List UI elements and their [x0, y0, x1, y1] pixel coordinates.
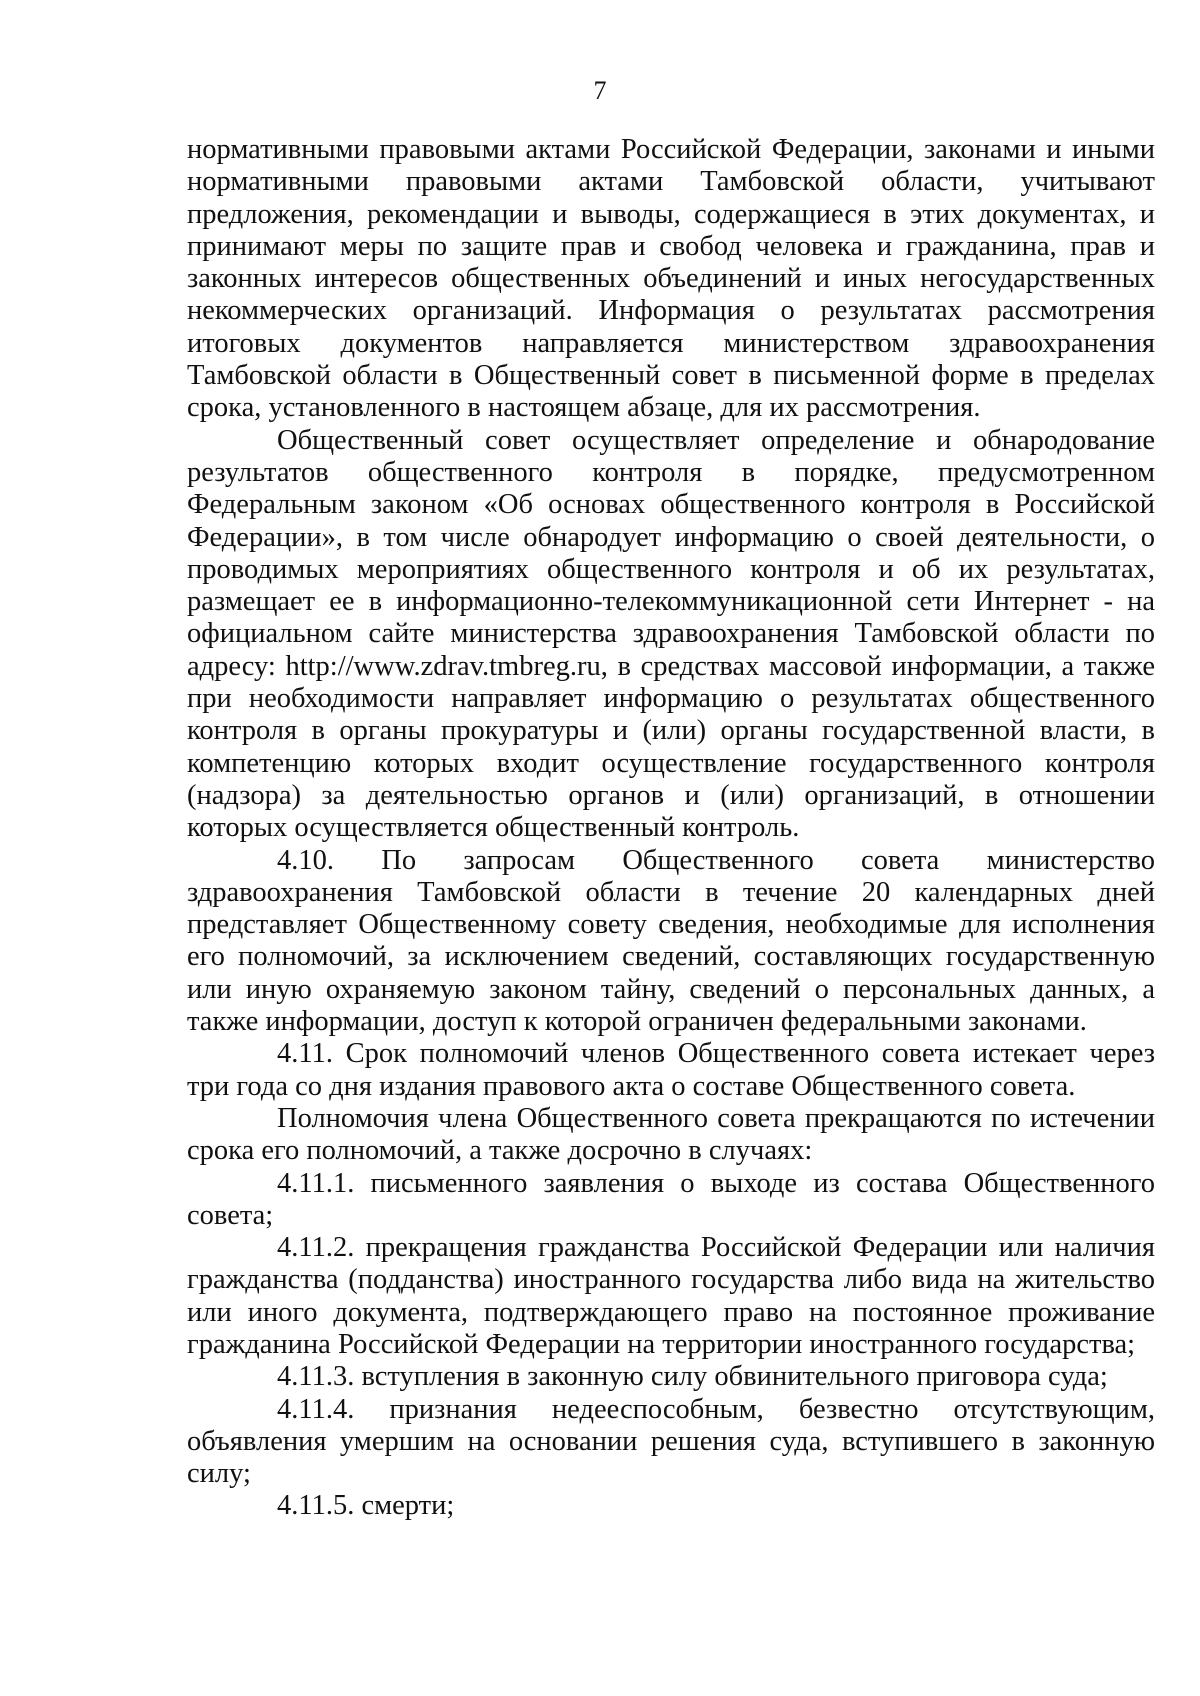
- paragraph-4-11-5: 4.11.5. смерти;: [277, 1490, 455, 1522]
- paragraph-disclosure: Общественный совет осуществляет определение и обнародование результатов общественного контроля в порядке, предусмотренном Федеральным законом «Об основах общественного контроля в Российской Федерации», в том числе обнародует информацию о своей деятельности, о проводимых мероприятиях общественного контроля и об их результатах, размещает ее в информационно-телекоммуникационной сети Интернет - на официальном сайте министерства здравоохранения Тамбовской области по адресу: http://www.zdrav.tmbreg.ru, в средствах массовой информации, а также при необходимости направляет информацию о результатах общественного контроля в органы прокуратуры и (или) органы государственной власти, в компетенцию которых входит осуществление государственного контроля (надзора) за деятельностью органов и (или) организаций, в отношении которых осуществляется общественный контроль.: [187, 424, 1155, 844]
- paragraph-4-11-3: 4.11.3. вступления в законную силу обвинительного приговора суда;: [277, 1361, 1108, 1393]
- paragraph-4-11-1: 4.11.1. письменного заявления о выходе из состава Общественного совета;: [187, 1167, 1155, 1231]
- page-number: 7: [593, 76, 607, 105]
- paragraph-4-11-2: 4.11.2. прекращения гражданства Российской Федерации или наличия гражданства (подданства) иностранного государства либо вида на жительство или иного документа, подтверждающего право на постоянное проживание гражданина Российской Федерации на территории иностранного государства;: [187, 1232, 1155, 1360]
- paragraph-4-10: 4.10. По запросам Общественного совета министерство здравоохранения Тамбовской области в течение 20 календарных дней представляет Общественному совету сведения, необходимые для исполнения его полномочий, за исключением сведений, составляющих государственную или иную охраняемую законом тайну, сведений о персональных данных, а также информации, доступ к которой ограничен федеральными законами.: [187, 844, 1155, 1038]
- paragraph-4-11-4: 4.11.4. признания недееспособным, безвестно отсутствующим, объявления умершим на основании решения суда, вступившего в законную силу;: [187, 1393, 1155, 1490]
- paragraph-continuation: нормативными правовыми актами Российской Федерации, законами и иными нормативными правовыми актами Тамбовской области, учитывают предложения, рекомендации и выводы, содержащиеся в этих документах, и принимают меры по защите прав и свобод человека и гражданина, прав и законных интересов общественных объединений и иных негосударственных некоммерческих организаций. Информация о результатах рассмотрения итоговых документов направляется министерством здравоохранения Тамбовской области в Общественный совет в письменной форме в пределах срока, установленного в настоящем абзаце, для их рассмотрения.: [187, 134, 1155, 424]
- paragraph-termination-intro: Полномочия члена Общественного совета прекращаются по истечении срока его полномочий, а также досрочно в случаях:: [187, 1102, 1155, 1167]
- document-body: [187, 134, 1155, 1523]
- paragraph-4-11: 4.11. Срок полномочий членов Общественного совета истекает через три года со дня издания правового акта о составе Общественного совета.: [187, 1038, 1155, 1102]
